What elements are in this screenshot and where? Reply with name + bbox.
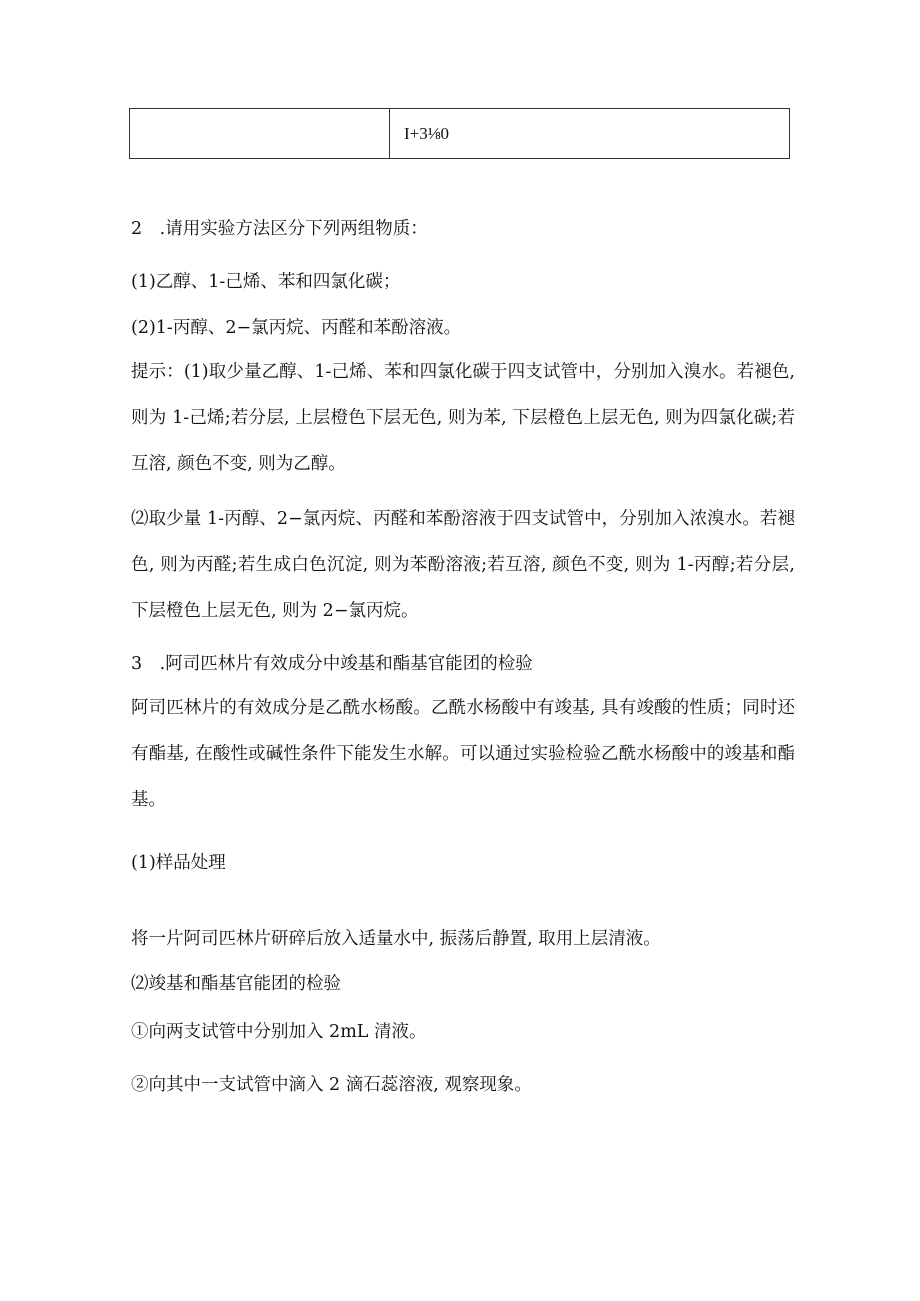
sample-text: 将一片阿司匹林片研碎后放入适量水中, 振荡后静置, 取用上层清液。 — [131, 929, 661, 949]
table-row — [130, 109, 790, 159]
test-title: ⑵竣基和酯基官能团的检验 — [131, 974, 341, 994]
section2-hint1: 提示：(1)取少量乙醇、1-己烯、苯和四氯化碳于四支试管中，分别加入溴水。若褪色, 则为 1-己烯;若分层, 上层橙色下层无色, 则为苯, 下层橙色上层无色, 则为四氯化碳;若互溶, 颜色不变, 则为乙醇。 — [131, 362, 795, 474]
section2-item1: (1)乙醇、1-己烯、苯和四氯化碳； — [131, 272, 401, 292]
table-cell-right: I+3⅛0 — [390, 109, 790, 159]
section3-heading: 3 .阿司匹林片有效成分中竣基和酯基官能团的检验 — [131, 654, 533, 674]
test-step2: ②向其中一支试管中滴入 2 滴石蕊溶液, 观察现象。 — [131, 1075, 532, 1095]
section2-item2: (2)1-丙醇、2−氯丙烷、丙醛和苯酚溶液。 — [131, 318, 462, 338]
table-fragment — [129, 108, 790, 159]
section2-heading: 2 .请用实验方法区分下列两组物质： — [131, 219, 428, 239]
table-cell-left — [130, 109, 390, 159]
section2-hint2: ⑵取少量 1-丙醇、2−氯丙烷、丙醛和苯酚溶液于四支试管中，分别加入浓溴水。若褪色, 则为丙醛;若生成白色沉淀, 则为苯酚溶液;若互溶, 颜色不变, 则为 1-丙醇;若分层, 下层橙色上层无色, 则为 2−氯丙烷。 — [131, 509, 795, 621]
sample-title: (1)样品处理 — [131, 853, 226, 873]
section3-intro: 阿司匹林片的有效成分是乙酰水杨酸。乙酰水杨酸中有竣基, 具有竣酸的性质；同时还有酯基, 在酸性或碱性条件下能发生水解。可以通过实验检验乙酰水杨酸中的竣基和酯基。 — [131, 698, 795, 810]
test-step1: ①向两支试管中分别加入 2mL 清液。 — [131, 1022, 427, 1042]
